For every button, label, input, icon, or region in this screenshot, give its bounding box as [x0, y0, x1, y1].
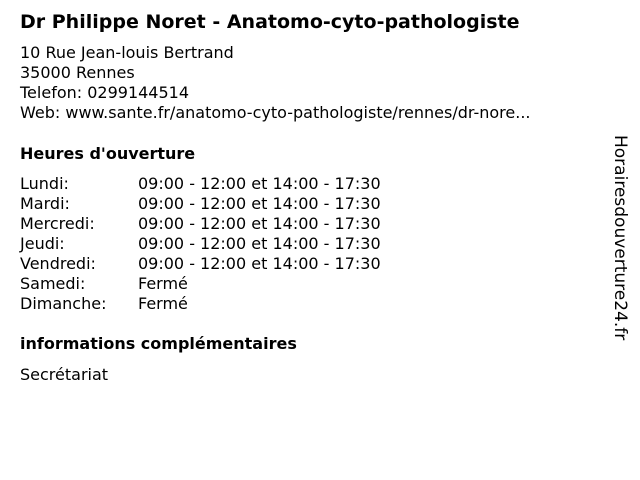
- city-postal-code: 35000 Rennes: [20, 63, 135, 82]
- day-hours: 09:00 - 12:00 et 14:00 - 17:30: [138, 234, 381, 253]
- address-block: [20, 43, 530, 123]
- additional-info-text: Secrétariat: [20, 365, 109, 384]
- day-hours: 09:00 - 12:00 et 14:00 - 17:30: [138, 194, 381, 213]
- hours-row-thursday: [20, 234, 381, 254]
- page-title: Dr Philippe Noret - Anatomo-cyto-pathologiste: [20, 11, 520, 33]
- day-hours: 09:00 - 12:00 et 14:00 - 17:30: [138, 174, 381, 193]
- day-hours: 09:00 - 12:00 et 14:00 - 17:30: [138, 254, 381, 273]
- hours-row-tuesday: [20, 194, 381, 214]
- phone-number: Telefon: 0299144514: [20, 83, 190, 102]
- watermark-container: [602, 135, 640, 375]
- hours-row-sunday: [20, 294, 381, 314]
- hours-row-monday: [20, 174, 381, 194]
- hours-row-wednesday: [20, 214, 381, 234]
- opening-hours-table: [20, 174, 381, 314]
- hours-row-saturday: [20, 274, 381, 294]
- day-hours: 09:00 - 12:00 et 14:00 - 17:30: [138, 214, 381, 233]
- day-label: Samedi:: [20, 274, 86, 293]
- hours-row-friday: [20, 254, 381, 274]
- day-label: Lundi:: [20, 174, 69, 193]
- day-label: Dimanche:: [20, 294, 107, 313]
- day-label: Mercredi:: [20, 214, 95, 233]
- day-hours: Fermé: [138, 274, 188, 293]
- day-label: Jeudi:: [20, 234, 65, 253]
- site-watermark: Horairesdouverture24.fr: [610, 135, 630, 341]
- additional-info-heading: informations complémentaires: [20, 334, 297, 353]
- day-label: Mardi:: [20, 194, 70, 213]
- day-hours: Fermé: [138, 294, 188, 313]
- website-link[interactable]: Web: www.sante.fr/anatomo-cyto-pathologiste/rennes/dr-nore...: [20, 103, 531, 122]
- day-label: Vendredi:: [20, 254, 96, 273]
- street-address: 10 Rue Jean-louis Bertrand: [20, 43, 234, 62]
- opening-hours-heading: Heures d'ouverture: [20, 144, 196, 163]
